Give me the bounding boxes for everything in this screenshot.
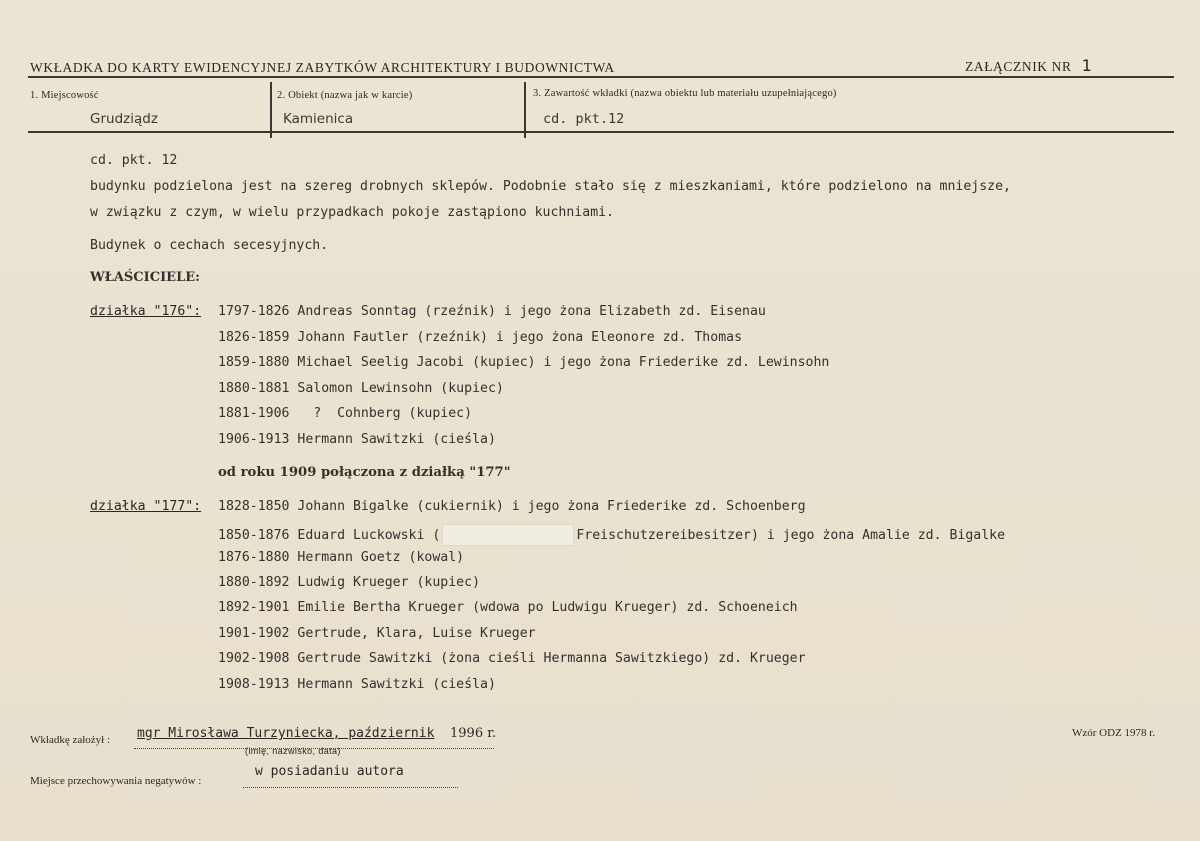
header-rule [28,76,1174,78]
object-value: Kamienica [283,111,354,127]
content-label: 3. Zawartość wkładki (nazwa obiektu lub materiału uzupełniającego) [533,88,837,99]
template-note: Wzór ODZ 1978 r. [1072,727,1156,739]
author-name-date: mgr Mirosława Turzyniecka, październik [137,726,435,741]
storage-label: Miejsce przechowywania negatywów : [30,775,202,787]
author-year: 1996 r. [450,726,497,741]
plot-177-entry: 1876-1880 Hermann Goetz (kowal) [218,550,465,565]
field-divider-2 [524,82,526,138]
redacted-blank [442,524,574,546]
plot-177-entry-with-gap [218,524,1005,546]
fields-rule [28,131,1174,133]
author-label: Wkładkę założył : [30,734,111,746]
content-value: cd. pkt.12 [543,111,625,127]
continuation-ref: cd. pkt. 12 [90,153,178,168]
attachment-number [965,56,1092,75]
plot-177-entry: 1828-1850 Johann Bigalke (cukiernik) i jego żona Friederike zd. Schoenberg [218,499,806,514]
plot-177-entry: 1880-1892 Ludwig Krueger (kupiec) [218,575,481,590]
plot-177-label: działka "177": [90,499,202,514]
body-line-2: w związku z czym, w wielu przypadkach pokoje zastąpiono kuchniami. [90,205,615,220]
plot-176-label: działka "176": [90,304,202,319]
plot-176-entry: 1881-1906 ? Cohnberg (kupiec) [218,406,473,421]
plot-176-entry: 1797-1826 Andreas Sonntag (rzeźnik) i jego żona Elizabeth zd. Eisenau [218,304,766,319]
author-value [137,726,434,741]
plot-177-entry: 1901-1902 Gertrude, Klara, Luise Krueger [218,626,536,641]
plot-177-entry: 1892-1901 Emilie Bertha Krueger (wdowa po Ludwigu Krueger) zd. Schoeneich [218,600,798,615]
plot-176-entry: 1859-1880 Michael Seelig Jacobi (kupiec) i jego żona Friederike zd. Lewinsohn [218,355,830,370]
plot-177-entry-part-a: 1850-1876 Eduard Luckowski ( [218,528,441,543]
object-label: 2. Obiekt (nazwa jak w karcie) [277,90,413,101]
plot-176-entry: 1826-1859 Johann Fautler (rzeźnik) i jego żona Eleonore zd. Thomas [218,330,743,345]
author-hint: (imię, nazwisko, data) [245,746,341,756]
storage-dotted-line [243,787,458,788]
plot-177-entry-part-b: Freischutzereibesitzer) i jego żona Amalie zd. Bigalke [576,528,1006,543]
place-value: Grudziądz [90,111,158,127]
form-title: WKŁADKA DO KARTY EWIDENCYJNEJ ZABYTKÓW ARCHITEKTURY I BUDOWNICTWA [30,60,615,75]
field-divider-1 [270,82,272,138]
plot-177-entry: 1908-1913 Hermann Sawitzki (cieśla) [218,677,496,692]
place-label: 1. Miejscowość [30,90,99,101]
owners-heading: WŁAŚCICIELE: [90,270,200,285]
body-line-3: Budynek o cechach secesyjnych. [90,238,329,253]
attachment-label: ZAŁĄCZNIK NR [965,59,1072,74]
storage-value: w posiadaniu autora [255,764,404,779]
plot-merge-note: od roku 1909 połączona z działką "177" [218,465,511,480]
plot-176-entry: 1880-1881 Salomon Lewinsohn (kupiec) [218,381,504,396]
body-line-1: budynku podzielona jest na szereg drobnych sklepów. Podobnie stało się z mieszkaniami, które podzielono na mniejsze, [90,179,1011,194]
plot-176-entry: 1906-1913 Hermann Sawitzki (cieśla) [218,432,496,447]
plot-177-entry: 1902-1908 Gertrude Sawitzki (żona cieśli Hermanna Sawitzkiego) zd. Krueger [218,651,806,666]
attachment-number-value: 1 [1081,56,1093,75]
